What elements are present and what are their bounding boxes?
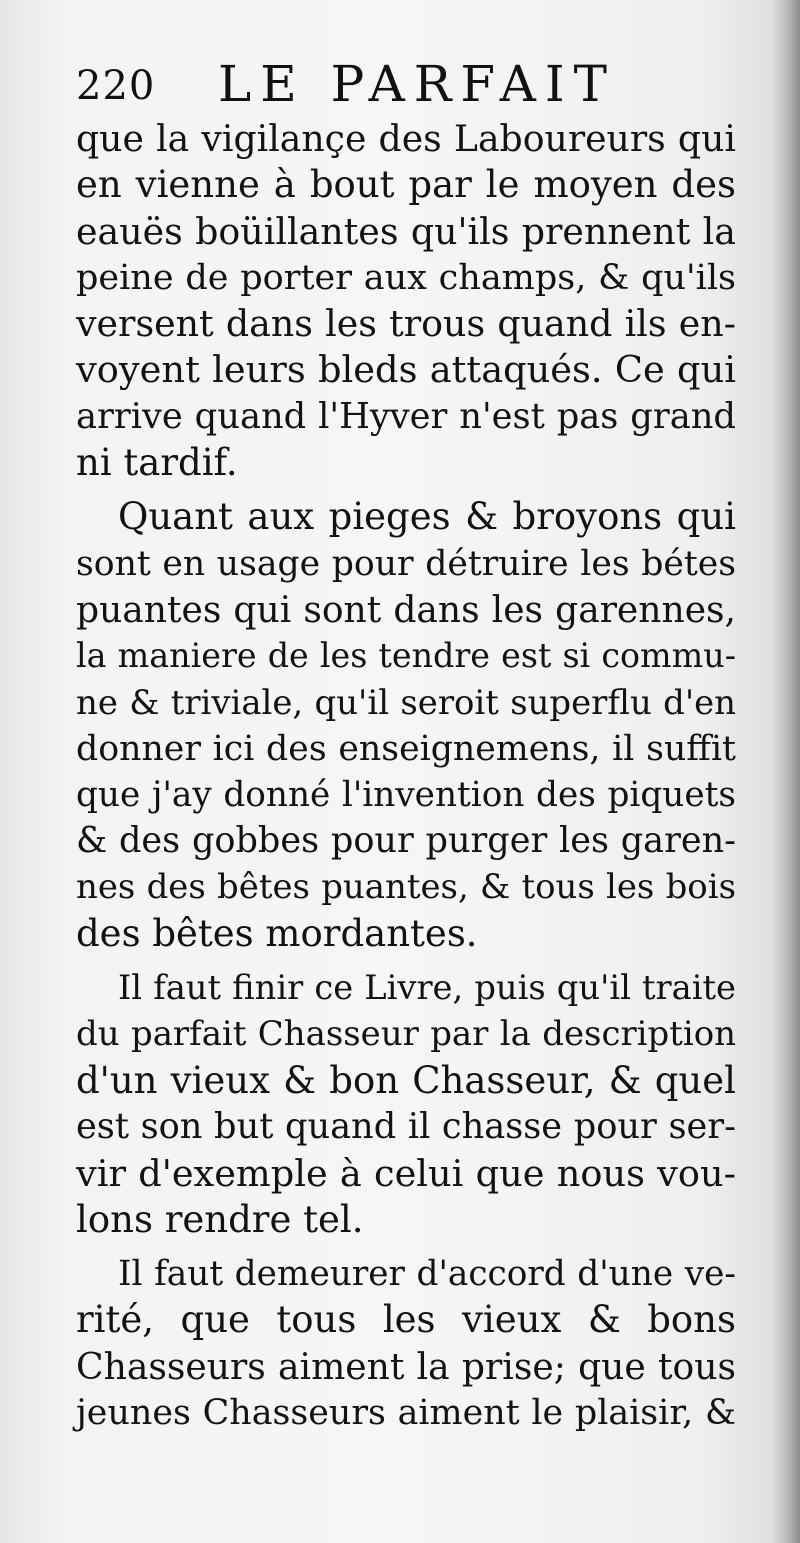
- text-line: sont en usage pour détruire les bétes: [76, 543, 736, 584]
- text-line: nes des bêtes puantes, & tous les bois: [76, 867, 736, 907]
- page-number: 220: [76, 63, 156, 109]
- text-line: & des gobbes pour purger les garen-: [76, 820, 736, 862]
- running-head: LE PARFAIT: [218, 55, 616, 113]
- text-line: Quant aux pieges & broyons qui: [118, 495, 736, 539]
- text-line: puantes qui sont dans les garennes,: [76, 588, 736, 631]
- text-line: eauës boüillantes qu'ils prennent la: [76, 209, 736, 253]
- text-line: des bêtes mordantes.: [76, 912, 478, 956]
- text-line: voyent leurs bleds attaqués. Ce qui: [76, 348, 736, 392]
- text-line: Chasseurs aiment la prise; que tous: [76, 1344, 736, 1388]
- text-line: Il faut finir ce Livre, puis qu'il traite: [118, 968, 736, 1008]
- text-line: peine de porter aux champs, & qu'ils: [76, 257, 736, 298]
- text-line: d'un vieux & bon Chasseur, & quel: [76, 1058, 736, 1102]
- text-line: du parfait Chasseur par la description: [76, 1014, 736, 1054]
- text-line: Il faut demeurer d'accord d'une ve-: [118, 1254, 736, 1295]
- text-line: vir d'exemple à celui que nous vou-: [76, 1151, 736, 1195]
- text-line: versent dans les trous quand ils en-: [76, 302, 736, 346]
- text-line: rité, que tous les vieux & bons: [76, 1298, 736, 1342]
- text-line: lons rendre tel.: [76, 1197, 364, 1241]
- text-line: ni tardif.: [76, 441, 238, 485]
- text-line: ne & triviale, qu'il seroit superflu d'en: [76, 682, 736, 722]
- text-line: que j'ay donné l'invention des piquets: [76, 775, 736, 816]
- text-line: que la vigilançe des Laboureurs qui: [76, 117, 736, 160]
- body-text: [76, 116, 736, 1436]
- page-binding-shadow: [772, 0, 800, 1543]
- page-header: [76, 55, 736, 115]
- text-line: jeunes Chasseurs aiment le plaisir, &: [76, 1393, 736, 1434]
- text-line: est son but quand il chasse pour ser-: [76, 1106, 736, 1148]
- text-line: la maniere de les tendre est si commu-: [76, 636, 736, 676]
- text-line: donner ici des enseignemens, il suffit: [76, 728, 736, 769]
- text-line: arrive quand l'Hyver n'est pas grand: [76, 395, 736, 437]
- text-line: en vienne à bout par le moyen des: [76, 163, 736, 207]
